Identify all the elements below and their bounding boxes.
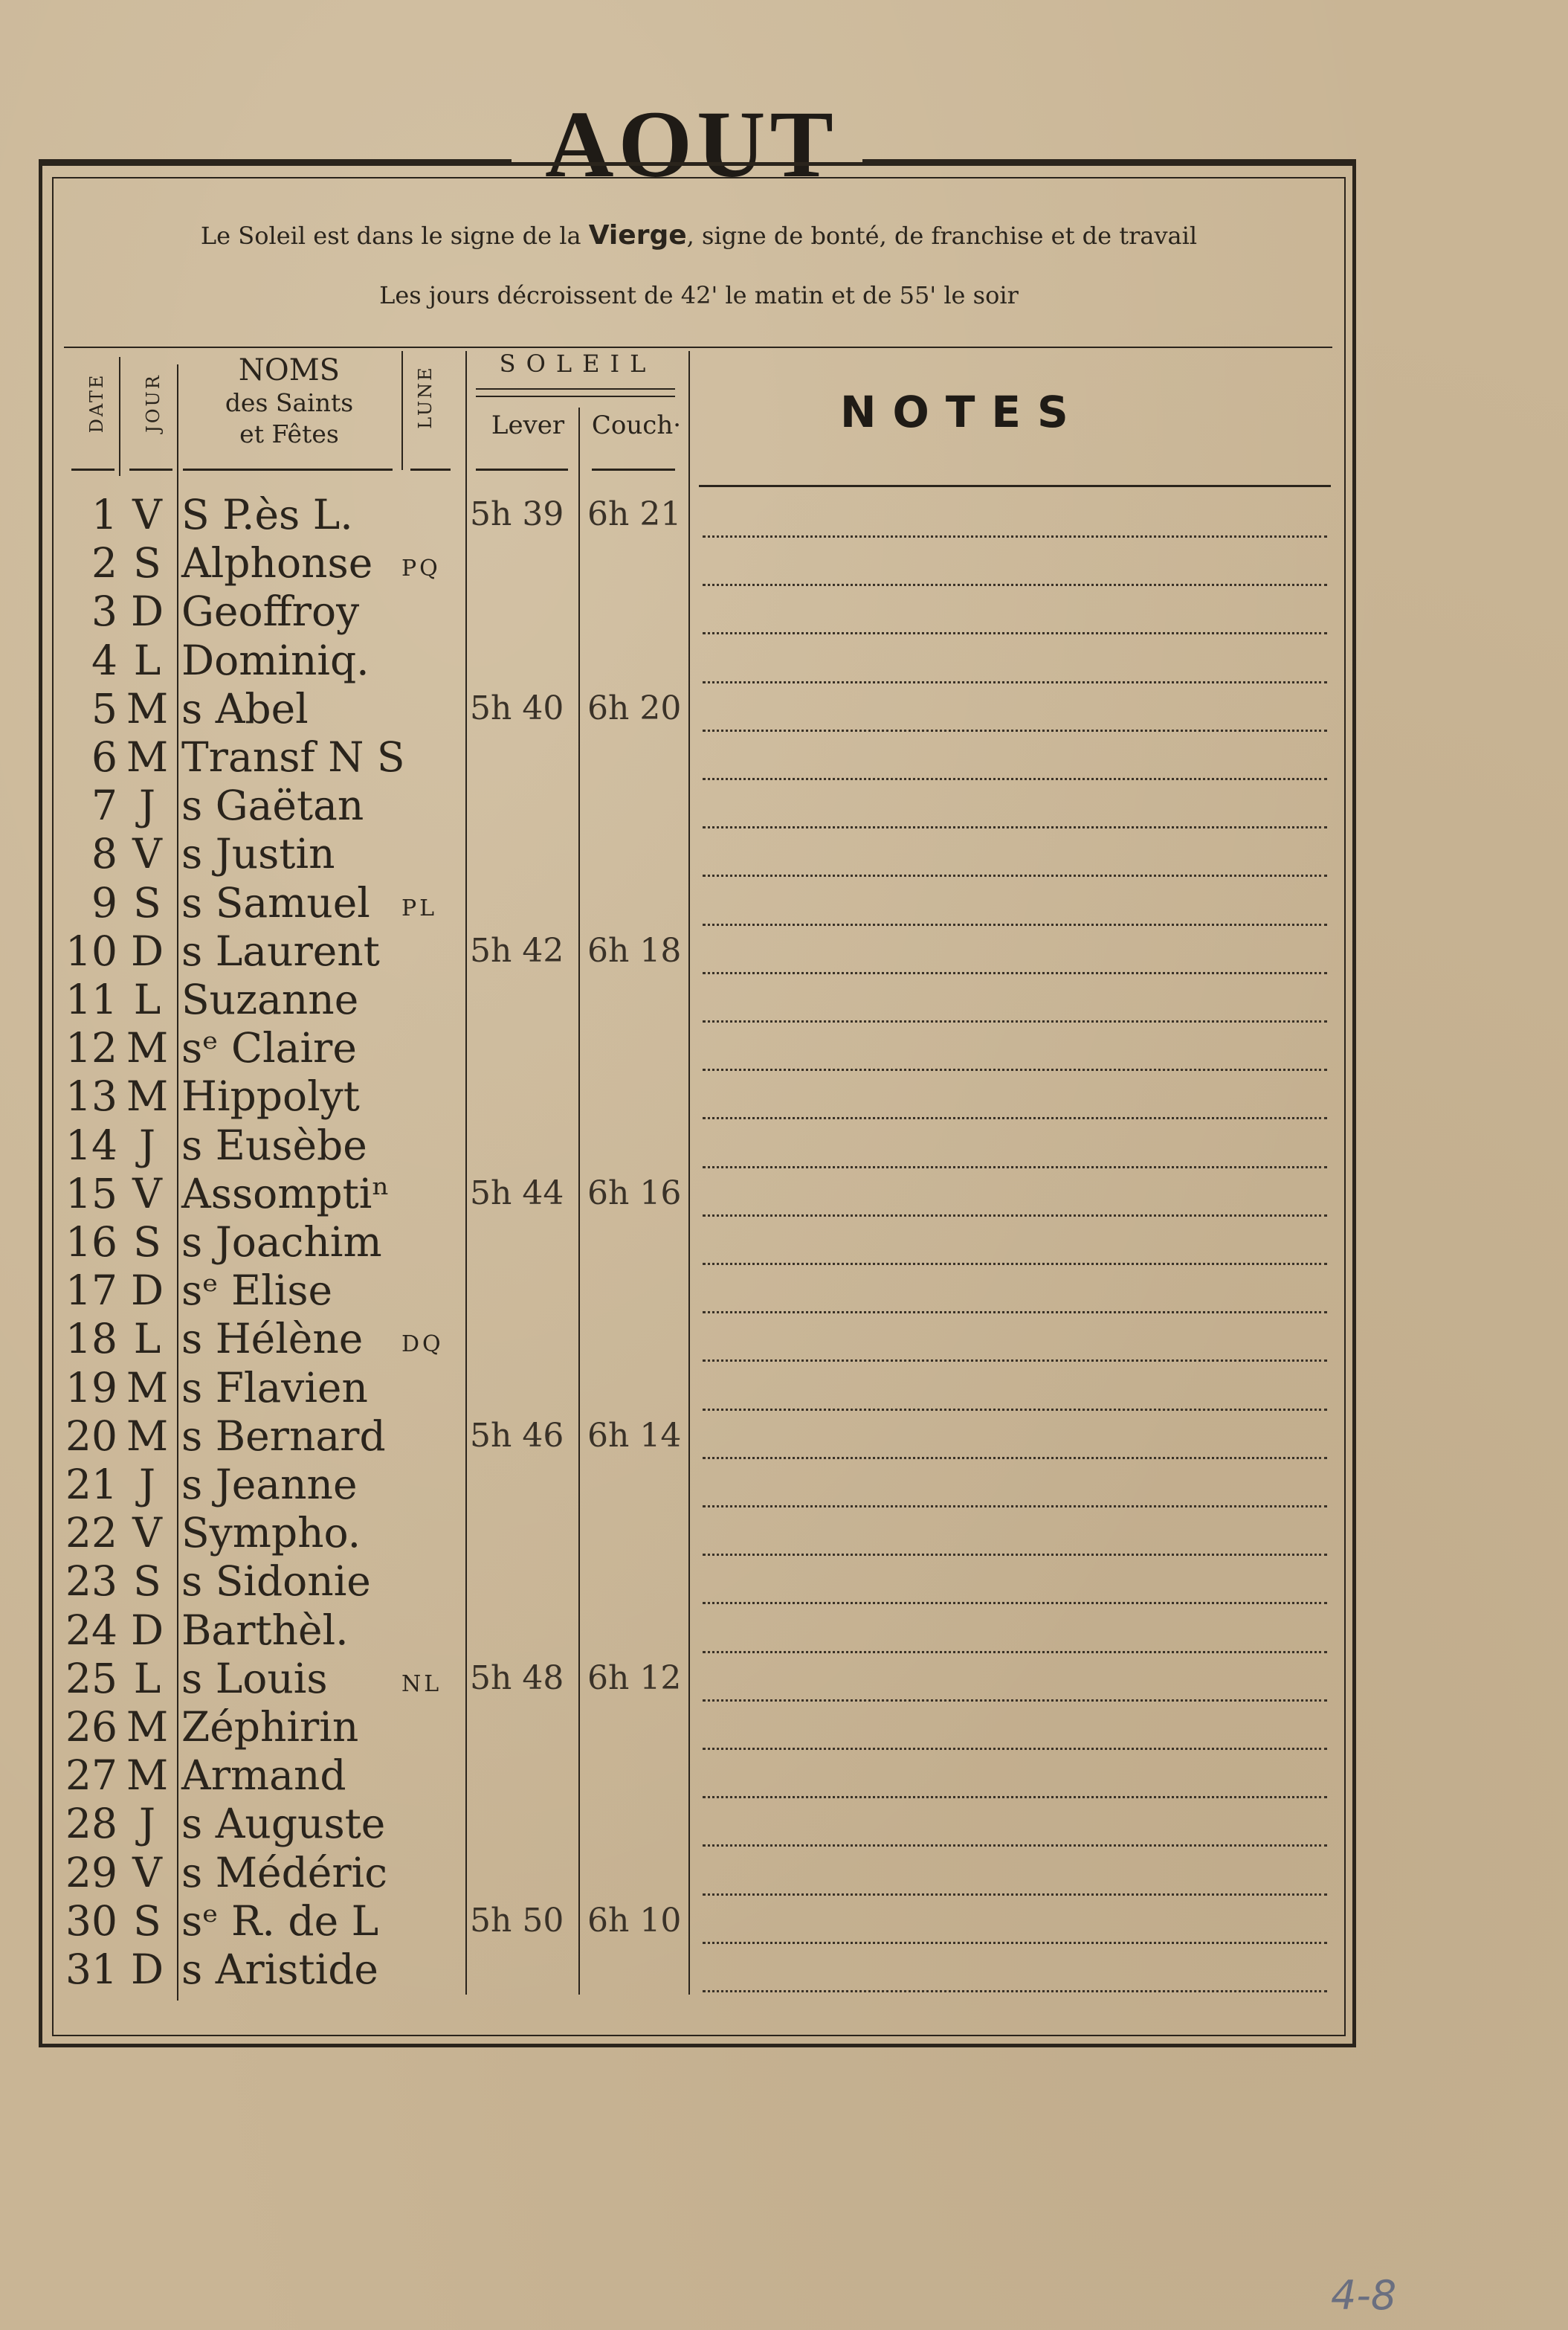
noms-underline	[183, 469, 393, 471]
jour-cell: D	[130, 927, 164, 975]
jour-cell: L	[133, 1654, 161, 1702]
page-number: 4-8	[1331, 2272, 1397, 2319]
jour-cell: S	[133, 878, 161, 927]
notes-line[interactable]	[703, 1699, 1327, 1702]
saint-name-cell: Barthèl.	[181, 1606, 349, 1654]
jour-cell: M	[126, 1363, 169, 1412]
header-couch: Couch·	[591, 411, 682, 440]
jour-cell: L	[133, 976, 161, 1023]
jour-cell: M	[126, 1024, 169, 1072]
date-cell: 31	[65, 1946, 117, 1993]
date-cell: 2	[91, 539, 117, 588]
lever-underline	[476, 469, 568, 471]
jour-cell: J	[138, 1121, 156, 1169]
col-rule-jour	[177, 364, 178, 2001]
jour-cell: S	[133, 1557, 161, 1606]
notes-line[interactable]	[703, 1069, 1327, 1071]
header-date: DATE	[86, 373, 107, 434]
date-cell: 19	[65, 1363, 117, 1412]
saint-name-cell: s Samuel	[181, 878, 370, 927]
sun-sign-prefix: Le Soleil est dans le signe de la	[200, 222, 581, 250]
jour-cell: M	[126, 684, 169, 733]
jour-cell: L	[133, 1315, 161, 1363]
saint-name-cell: s Abel	[181, 684, 309, 733]
date-cell: 27	[65, 1751, 117, 1800]
header-lever: Lever	[491, 411, 565, 440]
notes-line[interactable]	[703, 1020, 1327, 1023]
date-cell: 23	[65, 1557, 117, 1606]
jour-cell: V	[132, 830, 162, 878]
header-noms	[181, 354, 397, 449]
lever-cell: 5h 50	[470, 1901, 564, 1940]
saint-name-cell: sᵉ Claire	[181, 1024, 357, 1072]
saint-name-cell: Zéphirin	[181, 1703, 359, 1751]
jour-cell: V	[132, 1848, 162, 1896]
jour-cell: D	[130, 1606, 164, 1654]
saint-name-cell: s Laurent	[181, 927, 380, 975]
notes-line[interactable]	[703, 1311, 1327, 1313]
saint-name-cell: Transf N S	[181, 733, 405, 781]
month-title: AOUT	[545, 91, 838, 197]
date-cell: 28	[65, 1800, 117, 1848]
lever-cell: 5h 48	[470, 1658, 564, 1697]
saint-name-cell: Geoffroy	[181, 588, 360, 636]
jour-cell: M	[126, 1703, 169, 1751]
saint-name-cell: s Aristide	[181, 1946, 378, 1993]
days-decrease-line: Les jours décroissent de 42' le matin et de 55' le soir	[379, 281, 1019, 309]
date-cell: 16	[65, 1218, 117, 1266]
jour-cell: J	[138, 1461, 156, 1508]
jour-cell: S	[133, 1218, 161, 1266]
col-rule-lever	[578, 408, 580, 1995]
notes-line[interactable]	[703, 1457, 1327, 1459]
notes-line[interactable]	[703, 1844, 1327, 1847]
lune-cell: NL	[401, 1670, 442, 1697]
date-cell: 9	[91, 878, 117, 927]
sun-sign-suffix: , signe de bonté, de franchise et de travail	[686, 222, 1198, 250]
notes-line[interactable]	[703, 778, 1327, 780]
date-cell: 25	[65, 1654, 117, 1702]
date-cell: 14	[65, 1121, 117, 1169]
col-rule-couch	[688, 351, 690, 1995]
couch-cell: 6h 10	[587, 1901, 682, 1940]
notes-line[interactable]	[703, 875, 1327, 877]
notes-line[interactable]	[703, 584, 1327, 586]
saint-name-cell: s Gaëtan	[181, 782, 364, 830]
date-cell: 7	[91, 782, 117, 830]
notes-line[interactable]	[703, 1117, 1327, 1119]
saint-name-cell: Assomptiⁿ	[181, 1169, 390, 1217]
saint-name-cell: Hippolyt	[181, 1072, 360, 1121]
date-cell: 6	[91, 733, 117, 781]
header-noms-line1: NOMS	[238, 353, 341, 387]
notes-line[interactable]	[703, 1214, 1327, 1217]
notes-line[interactable]	[703, 1748, 1327, 1750]
jour-cell: J	[138, 1800, 156, 1848]
soleil-rule-1	[476, 388, 675, 390]
couch-underline	[592, 469, 675, 471]
saint-name-cell: s Eusèbe	[181, 1121, 367, 1169]
date-cell: 21	[65, 1461, 117, 1508]
saint-name-cell: s Flavien	[181, 1363, 368, 1412]
jour-cell: V	[132, 1169, 162, 1217]
notes-line[interactable]	[703, 1990, 1327, 1992]
soleil-rule-2	[476, 396, 675, 397]
date-cell: 22	[65, 1509, 117, 1557]
lever-cell: 5h 44	[470, 1174, 564, 1212]
notes-line[interactable]	[703, 1796, 1327, 1798]
date-underline	[71, 469, 114, 471]
couch-cell: 6h 21	[587, 495, 682, 533]
notes-line[interactable]	[703, 1166, 1327, 1168]
notes-line[interactable]	[703, 924, 1327, 926]
notes-line[interactable]	[703, 632, 1327, 634]
notes-underline	[699, 485, 1331, 487]
jour-cell: M	[126, 1412, 169, 1460]
date-cell: 11	[65, 976, 117, 1023]
notes-line[interactable]	[703, 972, 1327, 974]
notes-line[interactable]	[703, 1942, 1327, 1944]
saint-name-cell: Armand	[181, 1751, 346, 1800]
date-cell: 29	[65, 1848, 117, 1896]
sun-sign-name: Vierge	[588, 220, 687, 251]
header-lune: LUNE	[415, 365, 436, 429]
lune-cell: DQ	[401, 1331, 444, 1358]
date-cell: 8	[91, 830, 117, 878]
jour-cell: V	[132, 1509, 162, 1557]
col-rule-noms	[401, 351, 403, 470]
couch-cell: 6h 20	[587, 689, 682, 727]
date-cell: 3	[91, 588, 117, 636]
jour-cell: S	[133, 539, 161, 588]
saint-name-cell: Dominiq.	[181, 636, 370, 684]
notes-line[interactable]	[703, 1505, 1327, 1507]
saint-name-cell: s Sidonie	[181, 1557, 371, 1606]
saint-name-cell: s Bernard	[181, 1412, 386, 1460]
saint-name-cell: s Joachim	[181, 1218, 382, 1266]
saint-name-cell: s Louis	[181, 1654, 328, 1702]
saint-name-cell: Alphonse	[181, 539, 373, 588]
date-cell: 20	[65, 1412, 117, 1460]
header-jour: JOUR	[143, 373, 164, 433]
notes-line[interactable]	[703, 1602, 1327, 1604]
date-cell: 4	[91, 636, 117, 684]
couch-cell: 6h 12	[587, 1658, 682, 1697]
saint-name-cell: s Hélène	[181, 1315, 364, 1363]
header-top-rule	[64, 347, 1332, 348]
saint-name-cell: sᵉ R. de L	[181, 1896, 379, 1945]
saint-name-cell: Sympho.	[181, 1509, 361, 1557]
header-noms-line2: des Saints	[225, 388, 354, 417]
notes-line[interactable]	[703, 1359, 1327, 1362]
date-cell: 12	[65, 1024, 117, 1072]
jour-cell: M	[126, 1072, 169, 1121]
notes-line[interactable]	[703, 1893, 1327, 1896]
date-cell: 18	[65, 1315, 117, 1363]
notes-line[interactable]	[703, 1554, 1327, 1556]
date-cell: 15	[65, 1169, 117, 1217]
date-cell: 13	[65, 1072, 117, 1121]
lune-cell: PQ	[401, 556, 441, 582]
saint-name-cell: Suzanne	[181, 976, 359, 1023]
saint-name-cell: s Justin	[181, 830, 335, 878]
notes-line[interactable]	[703, 1263, 1327, 1265]
sun-sign-line	[52, 220, 1346, 251]
lever-cell: 5h 40	[470, 689, 564, 727]
date-cell: 26	[65, 1703, 117, 1751]
saint-name-cell: s Auguste	[181, 1800, 386, 1848]
saint-name-cell: s Médéric	[181, 1848, 388, 1896]
jour-cell: M	[126, 733, 169, 781]
date-cell: 1	[91, 491, 117, 538]
date-cell: 10	[65, 927, 117, 975]
jour-cell: J	[138, 782, 156, 830]
notes-line[interactable]	[703, 826, 1327, 828]
couch-cell: 6h 14	[587, 1416, 682, 1455]
date-cell: 30	[65, 1896, 117, 1945]
date-cell: 5	[91, 684, 117, 733]
notes-line[interactable]	[703, 535, 1327, 538]
notes-line[interactable]	[703, 1651, 1327, 1653]
saint-name-cell: s Jeanne	[181, 1461, 358, 1508]
lune-underline	[410, 469, 451, 471]
saint-name-cell: sᵉ Elise	[181, 1267, 333, 1315]
header-noms-line3: et Fêtes	[239, 419, 339, 448]
couch-cell: 6h 16	[587, 1174, 682, 1212]
lever-cell: 5h 42	[470, 931, 564, 970]
date-cell: 17	[65, 1267, 117, 1315]
notes-line[interactable]	[703, 1409, 1327, 1411]
notes-line[interactable]	[703, 681, 1327, 683]
jour-cell: D	[130, 588, 164, 636]
col-rule-date	[119, 357, 120, 476]
lever-cell: 5h 39	[470, 495, 564, 533]
jour-cell: V	[132, 491, 162, 538]
jour-cell: D	[130, 1946, 164, 1993]
header-notes: NOTES	[840, 387, 1085, 437]
couch-cell: 6h 18	[587, 931, 682, 970]
jour-cell: D	[130, 1267, 164, 1315]
notes-line[interactable]	[703, 730, 1327, 732]
lever-cell: 5h 46	[470, 1416, 564, 1455]
date-cell: 24	[65, 1606, 117, 1654]
lune-cell: PL	[401, 895, 438, 921]
saint-name-cell: S P.ès L.	[181, 491, 353, 538]
col-rule-lune	[465, 351, 467, 1995]
jour-cell: M	[126, 1751, 169, 1800]
jour-cell: S	[133, 1896, 161, 1945]
header-soleil: SOLEIL	[499, 350, 656, 378]
jour-cell: L	[133, 636, 161, 684]
jour-underline	[129, 469, 172, 471]
